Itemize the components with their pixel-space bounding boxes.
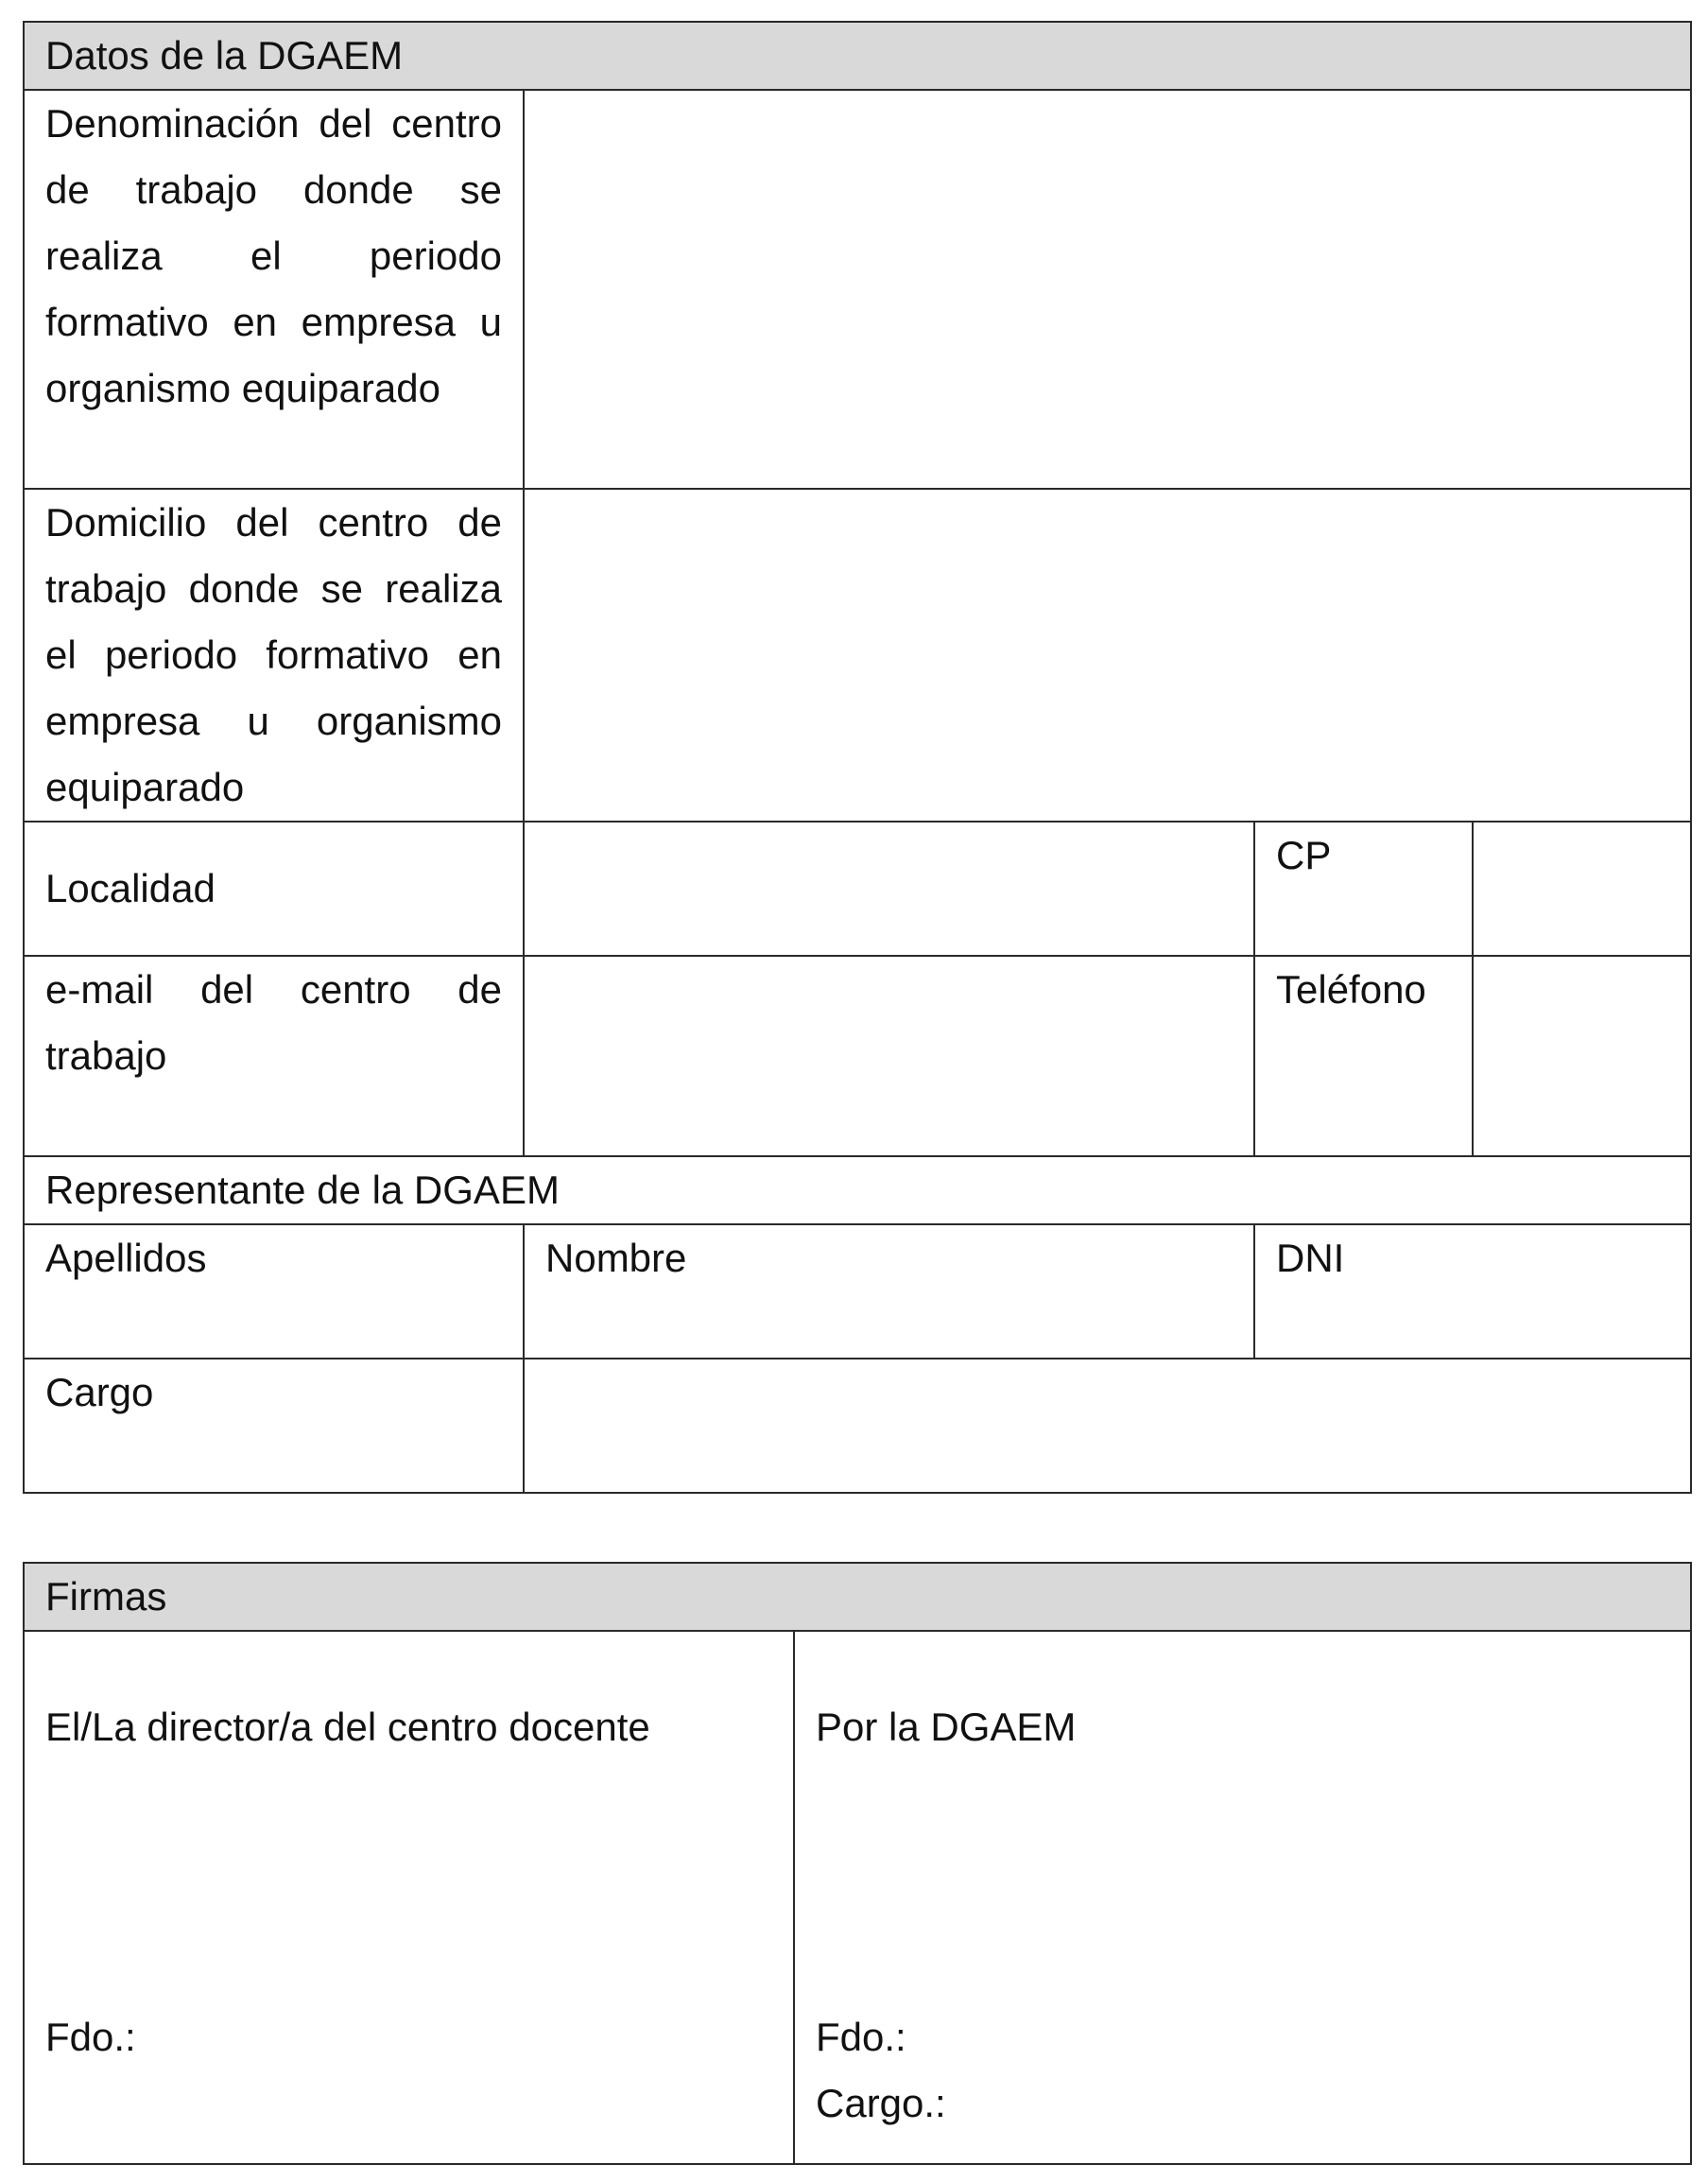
representante-title: Representante de la DGAEM [24,1156,1691,1224]
dgaem-signature-box[interactable] [794,1631,1691,2164]
telefono-label: Teléfono [1254,956,1473,1156]
datos-section-title: Datos de la DGAEM [45,33,404,78]
domicilio-field[interactable] [524,489,1691,822]
director-signature-box[interactable] [24,1631,794,2164]
dni-label: DNI [1276,1236,1345,1280]
dgaem-cargo-label: Cargo.: [816,2081,946,2125]
telefono-field[interactable] [1473,956,1691,1156]
dni-field[interactable] [1254,1224,1691,1359]
director-signature-title: El/La director/a del centro docente [45,1705,650,1749]
localidad-field[interactable] [524,822,1254,956]
domicilio-label: Domicilio del centro de trabajo donde se realiza el periodo formativo en empresa u organismo equiparado [24,489,524,822]
firmas-section-header [24,1563,1691,1631]
dgaem-fdo-label: Fdo.: [816,2015,906,2059]
email-label: e-mail del centro de trabajo [24,956,524,1156]
nombre-field[interactable] [524,1224,1254,1359]
firmas-table [23,1562,1692,2165]
cp-label: CP [1254,822,1473,956]
denominacion-label: Denominación del centro de trabajo donde se realiza el periodo formativo en empresa u organismo equiparado [24,90,524,489]
datos-dgaem-table [23,21,1692,1494]
cargo-field[interactable] [524,1359,1691,1493]
cargo-label: Cargo [24,1359,524,1493]
apellidos-label: Apellidos [45,1236,207,1280]
datos-section-header [24,22,1691,90]
localidad-label: Localidad [24,822,524,956]
apellidos-field[interactable] [24,1224,524,1359]
dgaem-signature-title: Por la DGAEM [816,1705,1077,1749]
denominacion-field[interactable] [524,90,1691,489]
nombre-label: Nombre [545,1236,687,1280]
director-fdo-label: Fdo.: [45,2015,136,2059]
firmas-section-title: Firmas [45,1574,167,1619]
email-field[interactable] [524,956,1254,1156]
cp-field[interactable] [1473,822,1691,956]
